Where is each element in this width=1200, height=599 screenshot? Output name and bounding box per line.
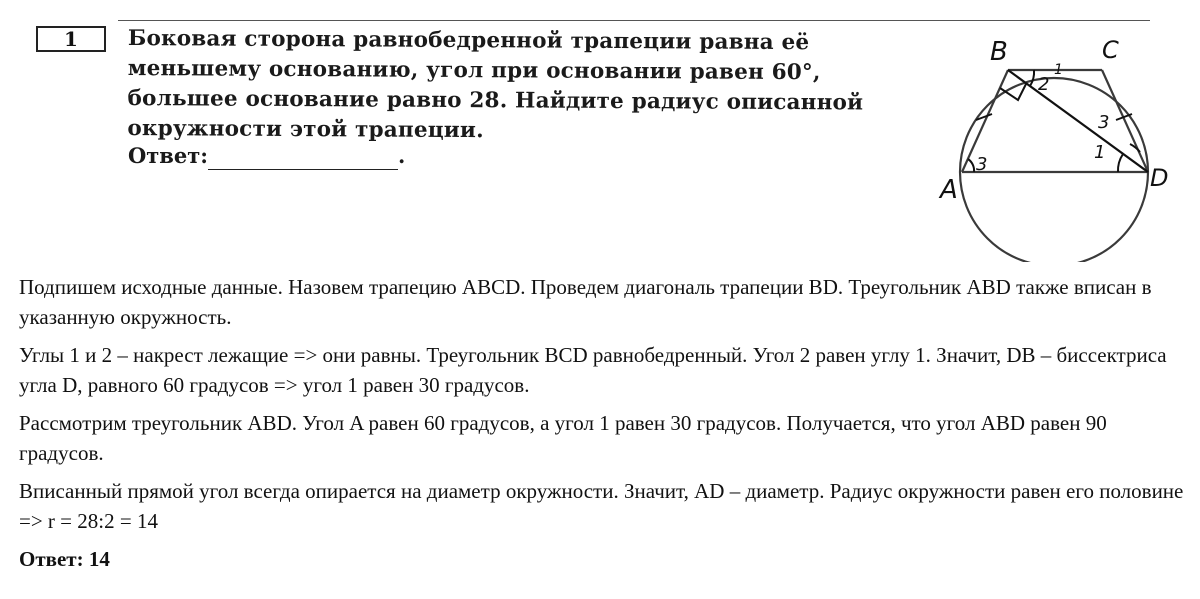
solution-paragraph: Подпишем исходные данные. Назовем трапецию ABCD. Проведем диагональ трапеции BD. Треугольник ABD также вписан в указанную окружность. xyxy=(19,275,1152,329)
solution-paragraph: Углы 1 и 2 – накрест лежащие => они равны. Треугольник BCD равнобедренный. Угол 2 равен углу 1. Значит, DB – биссектриса угла D, равного 60 градусов => угол 1 равен 30 градусов. xyxy=(19,343,1167,397)
angle-3-arc-a xyxy=(968,159,974,172)
trapezoid-figure xyxy=(930,34,1180,262)
diagonal-bd xyxy=(1008,70,1148,172)
angle-1-label: 1 xyxy=(1094,142,1106,163)
angle-2-arc xyxy=(1030,70,1034,86)
answer-tail: . xyxy=(398,143,406,168)
angle-2-label: 2 xyxy=(1038,74,1050,95)
answer-blank xyxy=(208,145,398,170)
answer-field xyxy=(128,142,405,170)
problem-statement: Боковая сторона равнобедренной трапеции равна её меньшему основанию, угол при основании равен 60°, большее основание равно 28. Найдите радиус описанной окружности этой трапеции. xyxy=(127,25,864,144)
angle-2-tick-label: 1 xyxy=(1054,62,1063,78)
angle-3-right-label: 3 xyxy=(1098,112,1110,133)
problem-number-box: 1 xyxy=(36,26,106,52)
label-d: D xyxy=(1150,164,1169,192)
solution-paragraph: Вписанный прямой угол всегда опирается на диаметр окружности. Значит, AD – диаметр. Радиус окружности равен его половине => r = 28:2 = 14 xyxy=(19,479,1184,533)
label-c: C xyxy=(1102,36,1119,64)
problem-scan xyxy=(0,0,1200,262)
label-a: A xyxy=(940,175,958,205)
angle-3-left-label: 3 xyxy=(976,154,988,175)
circumcircle xyxy=(960,78,1148,262)
solution-paragraph: Рассмотрим треугольник ABD. Угол A равен 60 градусов, а угол 1 равен 30 градусов. Получается, что угол ABD равен 90 градусов. xyxy=(19,411,1107,465)
answer-label: Ответ: xyxy=(128,143,209,168)
label-b: B xyxy=(990,37,1008,67)
final-answer: Ответ: 14 xyxy=(19,547,110,571)
top-rule xyxy=(118,20,1150,21)
solution-text xyxy=(19,272,1184,582)
angle-1-arc xyxy=(1118,154,1123,172)
